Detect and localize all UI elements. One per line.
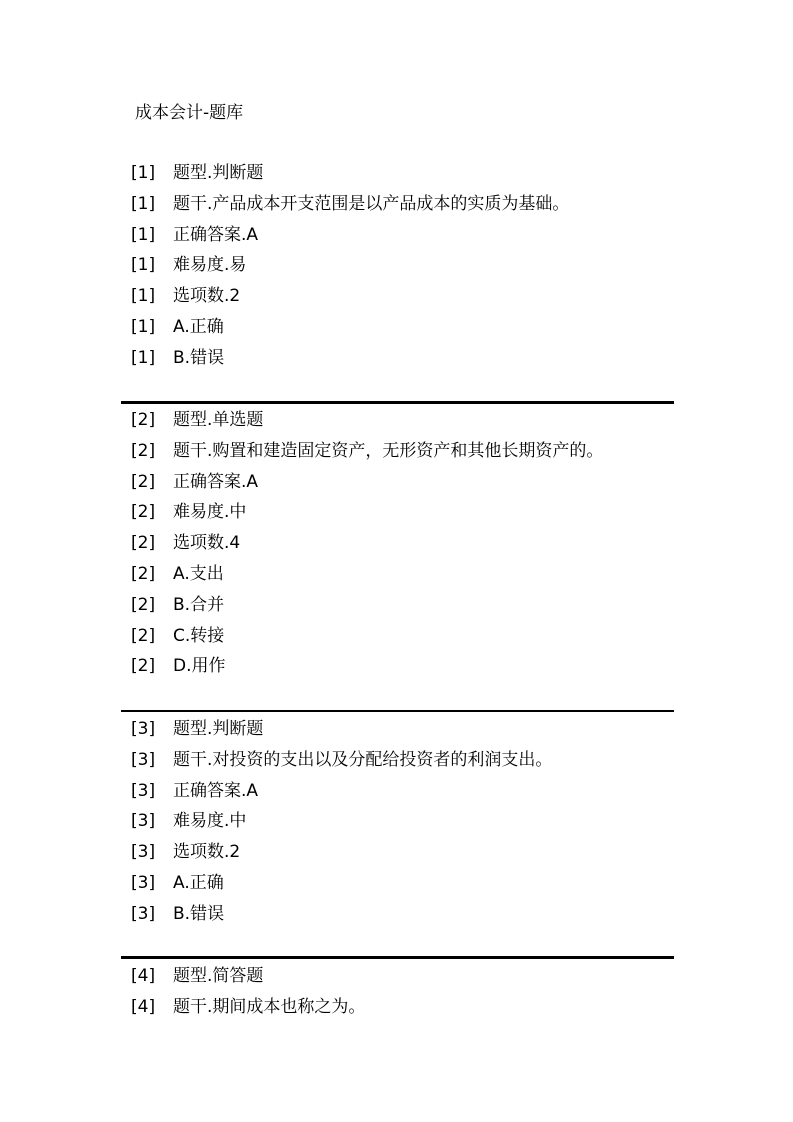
question-number: [3] [131, 873, 156, 893]
question-line-text: 选项数.2 [173, 842, 241, 862]
question-number: [1] [131, 194, 156, 214]
question-line-text: A.正确 [173, 873, 224, 893]
question-number: [1] [131, 163, 156, 183]
question-number: [2] [131, 656, 156, 676]
question-number: [2] [131, 472, 156, 492]
question-line-text: 题型.单选题 [173, 410, 264, 430]
question-line-text: 选项数.4 [173, 533, 241, 553]
question-line-text: D.用作 [173, 656, 226, 676]
question-number: [2] [131, 564, 156, 584]
question-line-text: A.正确 [173, 317, 224, 337]
question-number: [2] [131, 626, 156, 646]
question-line-text: B.合并 [173, 595, 225, 615]
question-line-text: A.支出 [173, 564, 224, 584]
question-number: [4] [131, 997, 156, 1017]
question-number: [1] [131, 255, 156, 275]
question-line-text: B.错误 [173, 348, 225, 368]
question-line-text: 难易度.易 [173, 255, 247, 275]
question-number: [2] [131, 410, 156, 430]
question-line-text: 题型.简答题 [173, 966, 264, 986]
question-number: [4] [131, 966, 156, 986]
question-number: [1] [131, 286, 156, 306]
question-number: [2] [131, 441, 156, 461]
question-line-text: 难易度.中 [173, 811, 247, 831]
question-number: [2] [131, 502, 156, 522]
question-number: [3] [131, 750, 156, 770]
question-line-text: 题型.判断题 [173, 719, 264, 739]
question-number: [3] [131, 842, 156, 862]
question-line-text: 题干.产品成本开支范围是以产品成本的实质为基础。 [173, 194, 570, 214]
question-divider [121, 710, 674, 712]
question-number: [3] [131, 904, 156, 924]
question-line-text: B.错误 [173, 904, 225, 924]
question-number: [2] [131, 533, 156, 553]
question-line-text: 正确答案.A [173, 781, 259, 801]
question-line-text: 题干.期间成本也称之为。 [173, 997, 366, 1017]
question-line-text: 正确答案.A [173, 225, 259, 245]
question-number: [1] [131, 225, 156, 245]
question-line-text: 难易度.中 [173, 502, 247, 522]
question-line-text: 正确答案.A [173, 472, 259, 492]
question-line-text: C.转接 [173, 626, 225, 646]
question-number: [3] [131, 811, 156, 831]
question-line-text: 题干.购置和建造固定资产，无形资产和其他长期资产的。 [173, 441, 604, 461]
question-divider [121, 401, 674, 404]
question-line-text: 选项数.2 [173, 286, 241, 306]
question-number: [1] [131, 317, 156, 337]
question-divider [121, 956, 674, 959]
question-number: [3] [131, 781, 156, 801]
question-number: [1] [131, 348, 156, 368]
question-line-text: 题干.对投资的支出以及分配给投资者的利润支出。 [173, 750, 553, 770]
question-number: [2] [131, 595, 156, 615]
question-line-text: 题型.判断题 [173, 163, 264, 183]
question-number: [3] [131, 719, 156, 739]
document-title: 成本会计-题库 [135, 103, 244, 123]
